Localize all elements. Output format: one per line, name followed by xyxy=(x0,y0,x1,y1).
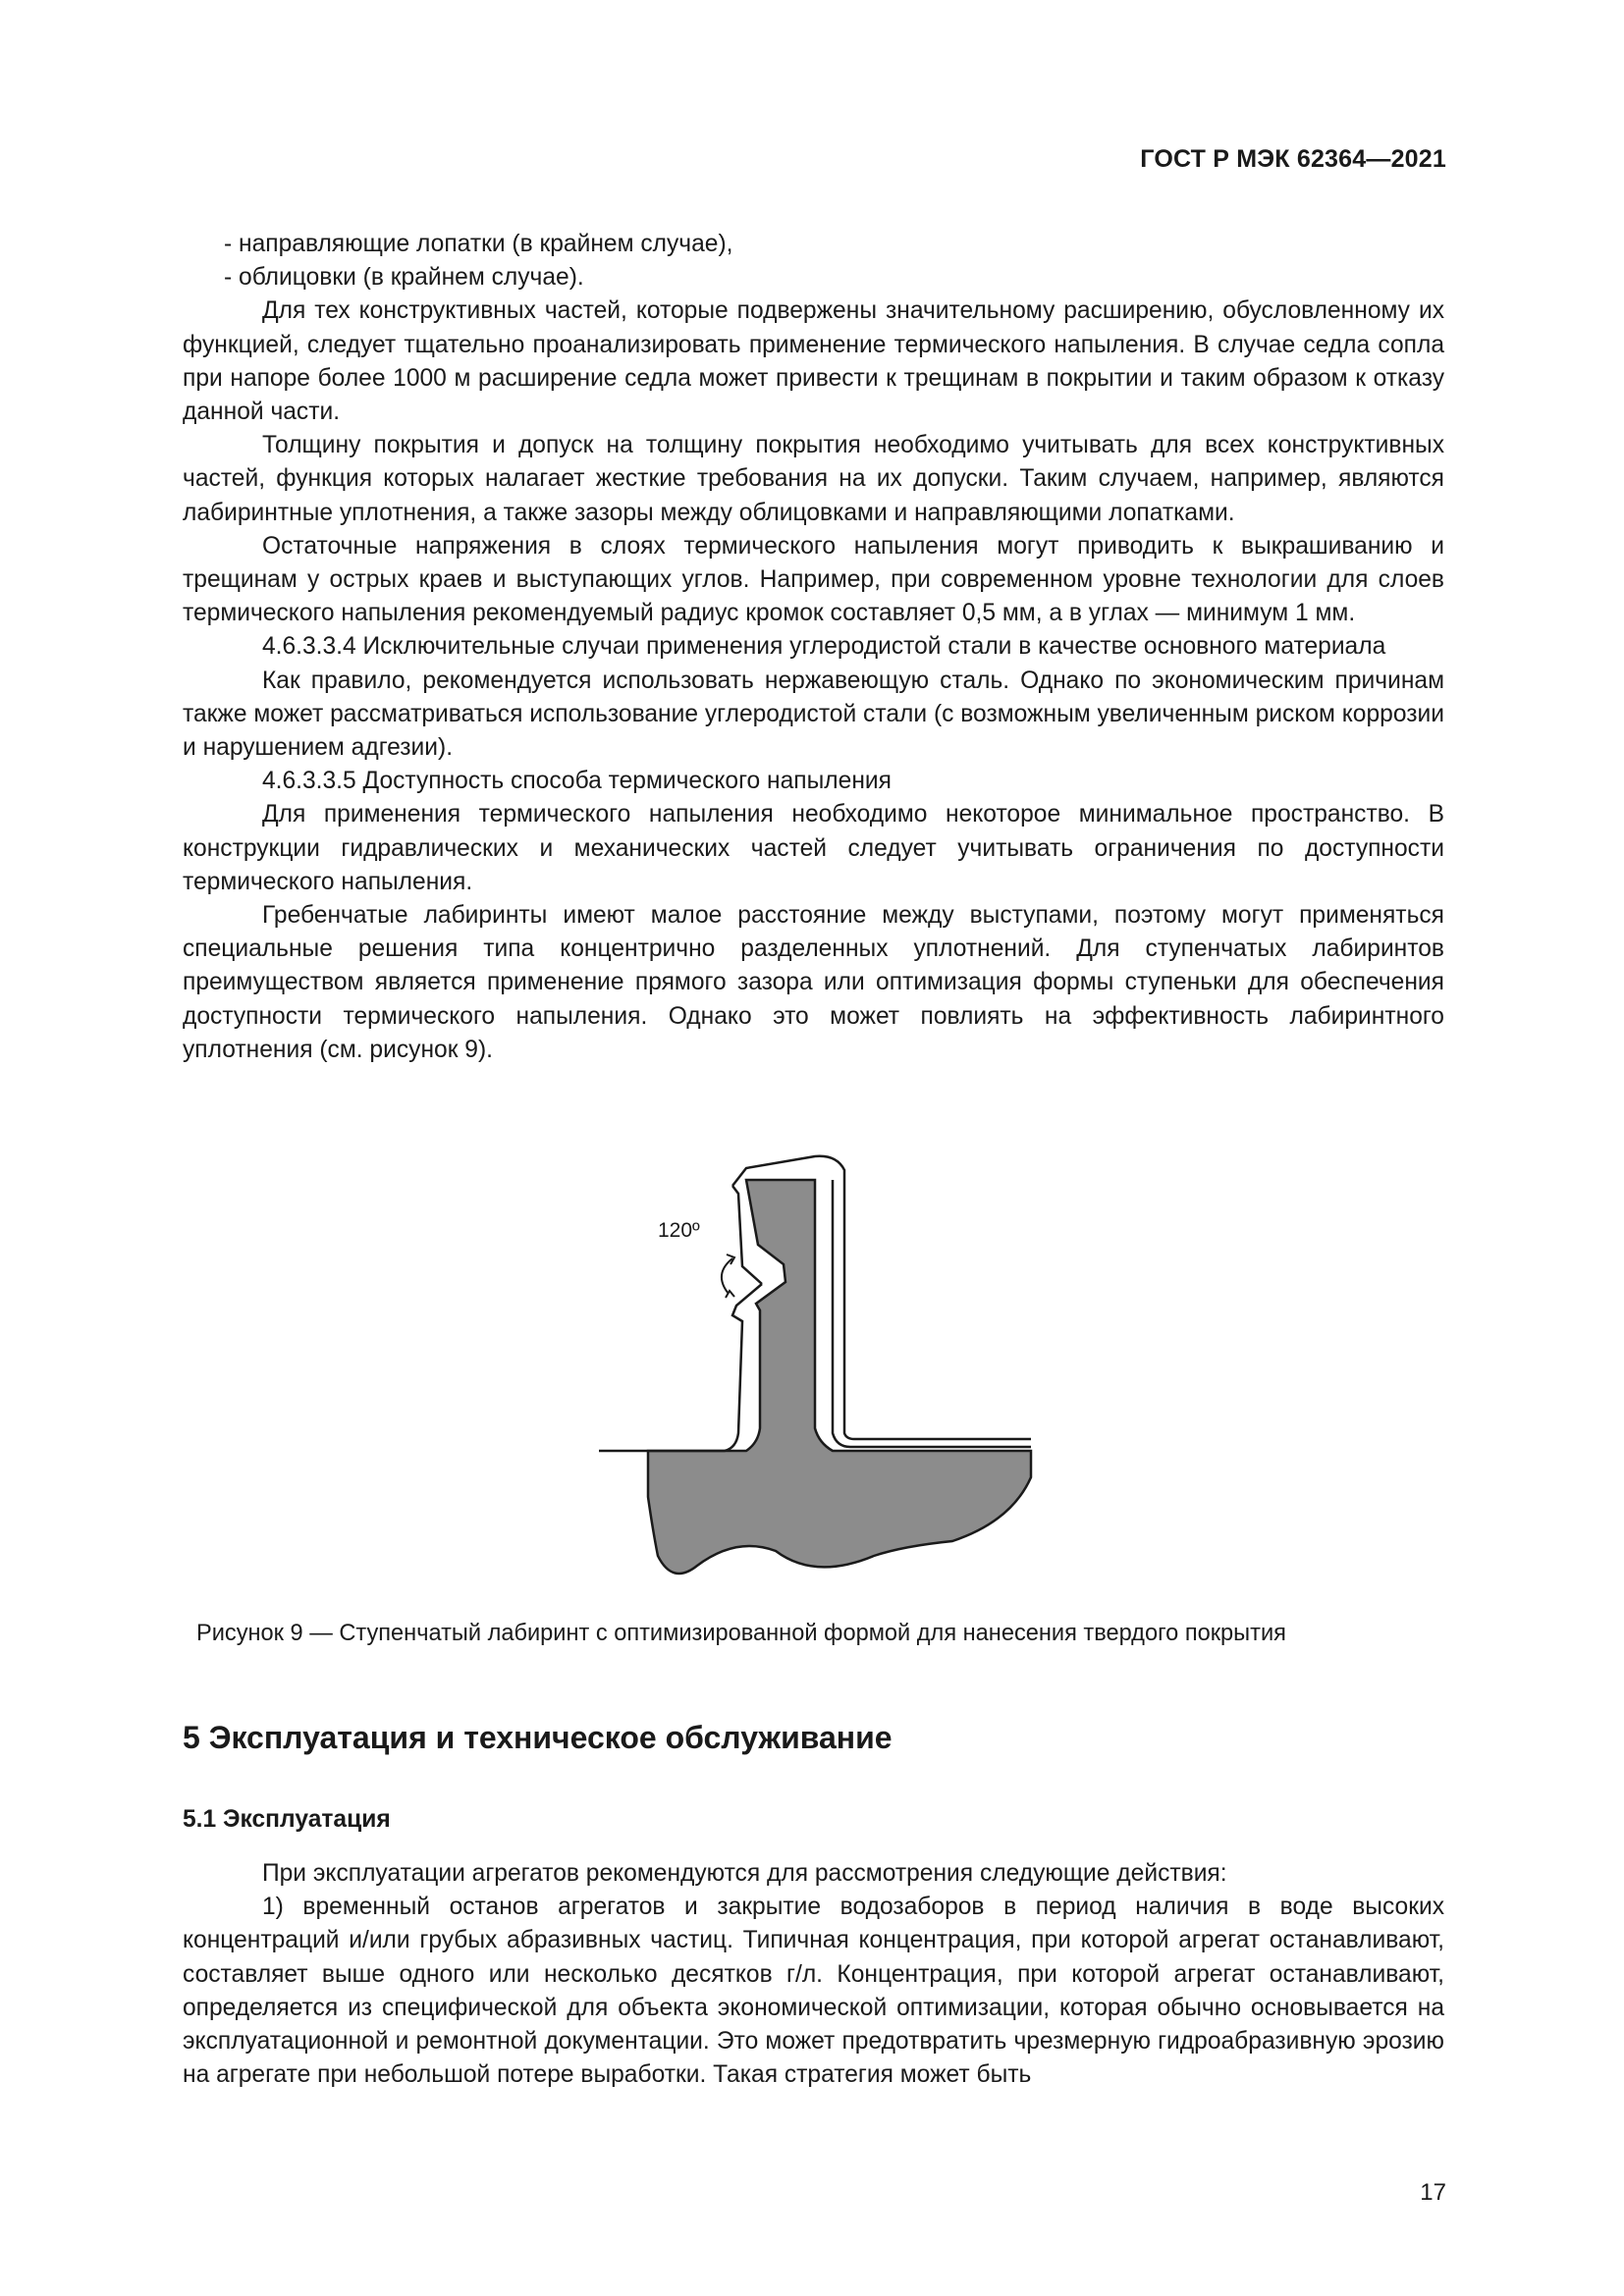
page-number: 17 xyxy=(1420,2179,1446,2206)
section-title: 5 Эксплуатация и техническое обслуживание xyxy=(183,1720,893,1755)
angle-label: 120º xyxy=(658,1219,700,1242)
body-text xyxy=(183,228,1444,1067)
list-item: - направляющие лопатки (в крайнем случае), xyxy=(224,231,733,257)
body-text-section-5 xyxy=(183,1857,1444,2092)
paragraph: Как правило, рекомендуется использовать нержавеющую сталь. Однако по экономическим причинам также может рассматриваться использование углеродистой стали (с возможным увеличенным риском коррозии и нарушением адгезии). xyxy=(183,667,1444,762)
clause-heading: 4.6.3.3.5 Доступность способа термического напыления xyxy=(261,768,892,795)
page-header-doc-id: ГОСТ Р МЭК 62364—2021 xyxy=(1140,145,1446,173)
paragraph: При эксплуатации агрегатов рекомендуются для рассмотрения следующие действия: xyxy=(261,1860,1227,1887)
list-item: - облицовки (в крайнем случае). xyxy=(224,264,584,292)
paragraph: Толщину покрытия и допуск на толщину покрытия необходимо учитывать для всех конструктивных частей, функция которых налагает жесткие требования на их допуски. Таким случаем, например, являются лабиринтные уплотнения, а также зазоры между облицовками и направляющими лопатками. xyxy=(183,432,1444,526)
labyrinth-body xyxy=(648,1180,1031,1574)
coating-contour-right xyxy=(833,1180,1031,1447)
paragraph: Гребенчатые лабиринты имеют малое расстояние между выступами, поэтому могут применяться специальные решения типа концентрично разделенных уплотнений. Для ступенчатых лабиринтов преимуществом является применение прямого зазора или оптимизация формы ступеньки для обеспечения доступности термического напыления. Однако это может повлиять на эффективность лабиринтного уплотнения (см. рисунок 9). xyxy=(183,902,1444,1063)
paragraph: Остаточные напряжения в слоях термического напыления могут приводить к выкрашиванию и трещинам у острых краев и выступающих углов. Например, при современном уровне технологии для слоев термического напыления рекомендуемый радиус кромок составляет 0,5 мм, а в углах — минимум 1 мм. xyxy=(183,532,1444,627)
subsection-title: 5.1 Эксплуатация xyxy=(183,1806,391,1833)
paragraph: Для применения термического напыления необходимо некоторое минимальное пространство. В конструкции гидравлических и механических частей следует учитывать ограничения по доступности термического напыления. xyxy=(183,801,1444,895)
figure-caption: Рисунок 9 — Ступенчатый лабиринт с оптимизированной формой для нанесения твердого покрытия xyxy=(196,1621,1286,1646)
paragraph: Для тех конструктивных частей, которые подвержены значительному расширению, обусловленному их функцией, следует тщательно проанализировать применение термического напыления. В случае седла сопла при напоре более 1000 м расширение седла может привести к трещинам в покрытии и таким образом к отказу данной части. xyxy=(183,297,1444,426)
clause-heading: 4.6.3.3.4 Исключительные случаи применения углеродистой стали в качестве основного материала xyxy=(261,633,1386,661)
figure-stepped-labyrinth xyxy=(579,1139,1051,1590)
list-item-numbered: 1) временный останов агрегатов и закрытие водозаборов в период наличия в воде высоких концентраций и/или грубых абразивных частиц. Типичная концентрация, при которой агрегат останавливают, составляет выше одного или несколько десятков г/л. Концентрация, при которой агрегат останавливают, определяется из специфической для объекта экономической оптимизации, которая обычно основывается на эксплуатационной и ремонтной документации. Это может предотвратить чрезмерную гидроабразивную эрозию на агрегате при небольшой потере выработки. Такая стратегия может быть xyxy=(183,1894,1444,2089)
